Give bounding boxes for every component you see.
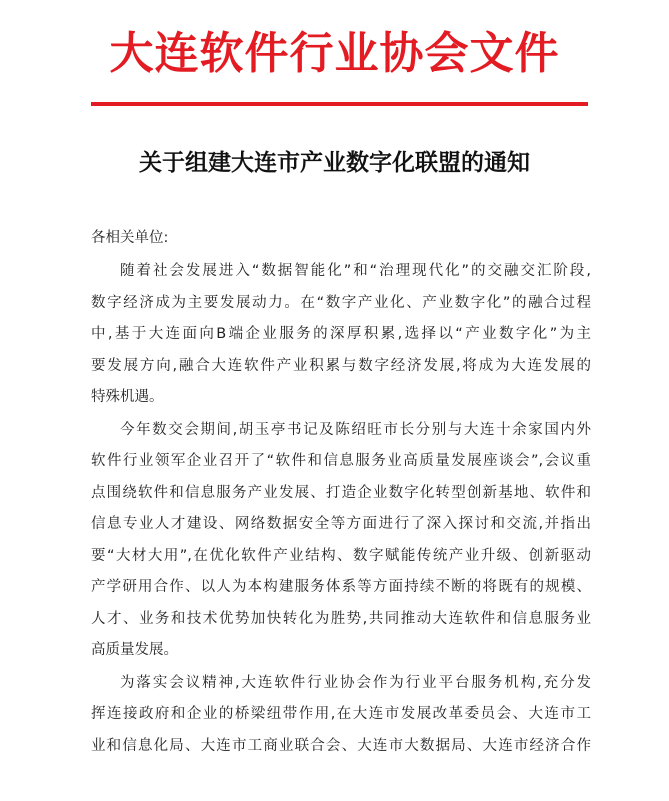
paragraph-line: 特殊机遇。 — [91, 389, 164, 405]
paragraph-line: 随着社会发展进入“数据智能化”和“治理现代化”的交融交汇阶段, — [120, 263, 591, 279]
paragraph-line: 今年数交会期间,胡玉亭书记及陈绍旺市长分别与大连十余家国内外 — [120, 421, 591, 438]
paragraph-line: 挥连接政府和企业的桥梁纽带作用,在大连市发展改革委员会、大连市工 — [91, 706, 591, 722]
red-separator-line — [91, 102, 588, 106]
paragraph-line: 业和信息化局、大连市工商业联合会、大连市大数据局、大连市经济合作 — [91, 737, 591, 754]
paragraph-line: 软件行业领军企业召开了“软件和信息服务业高质量发展座谈会”,会议重 — [91, 453, 591, 469]
document-title: 关于组建大连市产业数字化联盟的通知 — [139, 149, 530, 176]
org-masthead-title: 大连软件行业协会文件 — [109, 28, 560, 79]
paragraph-line: 产学研用合作、以人为本构建服务体系等方面持续不断的将既有的规模、 — [91, 579, 591, 595]
paragraph-1 — [91, 256, 591, 414]
salutation: 各相关单位: — [91, 230, 169, 246]
paragraph-line: 高质量发展。 — [91, 642, 178, 658]
paragraph-line: 人才、业务和技术优势加快转化为胜势,共同推动大连软件和信息服务业 — [91, 610, 591, 627]
paragraph-line: 信息专业人才建设、网络数据安全等方面进行了深入探讨和交流,并指出 — [91, 516, 591, 532]
paragraph-line: 要发展方向,融合大连软件产业积累与数字经济发展,将成为大连发展的 — [91, 357, 591, 374]
paragraph-2 — [91, 415, 591, 667]
paragraph-line: 为落实会议精神,大连软件行业协会作为行业平台服务机构,充分发 — [120, 674, 591, 691]
paragraph-line: 中,基于大连面向B端企业服务的深厚积累,选择以“产业数字化”为主 — [91, 326, 591, 342]
paragraph-line: 数字经济成为主要发展动力。在“数字产业化、产业数字化”的融合过程 — [91, 294, 591, 311]
paragraph-line: 要“大材大用”,在优化软件产业结构、数字赋能传统产业升级、创新驱动 — [91, 547, 591, 564]
paragraph-line: 点围绕软件和信息服务产业发展、打造企业数字化转型创新基地、软件和 — [91, 484, 591, 501]
paragraph-3 — [91, 668, 591, 763]
document-body — [91, 223, 591, 763]
